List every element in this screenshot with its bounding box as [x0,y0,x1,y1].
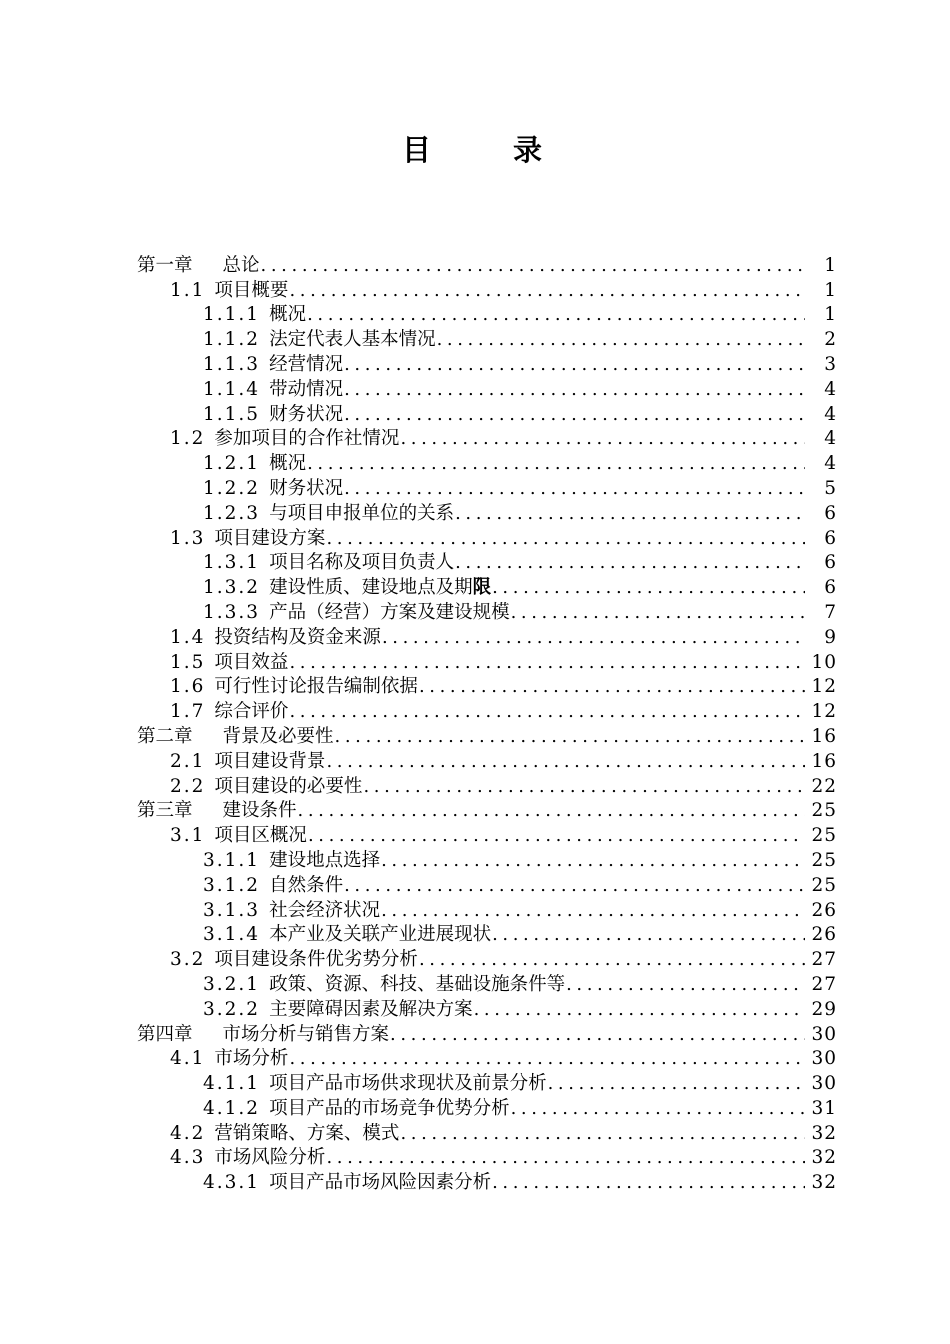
toc-entry-title: 可行性讨论报告编制依据 [214,676,418,698]
toc-dot-leader [335,725,805,749]
toc-entry-label [170,775,363,799]
toc-entry-number: 3.1.3 [203,899,261,921]
toc-entry-number: 4.3.1 [203,1172,261,1194]
toc-page-number: 25 [811,800,837,822]
toc-entry-label [203,477,344,501]
toc-section-entry[interactable] [0,1047,950,1072]
toc-entry-number: 3.2.1 [203,973,261,995]
toc-entry-title: 项目产品市场供求现状及前景分析 [269,1073,547,1095]
toc-page-number: 22 [811,775,837,797]
toc-section-entry[interactable] [0,898,950,923]
toc-page-number: 25 [811,874,837,896]
toc-dot-leader [261,254,805,278]
toc-section-entry[interactable] [0,774,950,799]
toc-page-number: 12 [811,701,837,723]
toc-entry-title: 参加项目的合作社情况 [214,428,400,450]
toc-page-number: 32 [811,1172,837,1194]
toc-page-number: 29 [811,998,837,1020]
toc-entry-title: 项目概要 [214,279,289,301]
toc-dot-leader [326,750,805,774]
toc-entry-label [170,700,289,724]
toc-entry-label [203,378,344,402]
toc-entry-label [203,998,474,1022]
toc-section-entry[interactable] [0,501,950,526]
toc-page-number: 30 [811,1048,837,1070]
toc-entry-number: 3.1.4 [203,924,261,946]
toc-section-entry[interactable] [0,625,950,650]
toc-page-number: 10 [811,651,837,673]
toc-dot-leader [437,328,805,352]
toc-dot-leader [326,527,805,551]
toc-entry-label [170,279,289,303]
toc-dot-leader [419,675,805,699]
toc-entry-number: 第三章 [137,800,193,822]
toc-dot-leader [390,1023,805,1047]
toc-entry-label [137,1023,390,1047]
toc-dot-leader [289,1047,805,1071]
toc-entry-number: 1.2.1 [203,453,261,475]
toc-entry-title: 社会经济状况 [269,899,381,921]
toc-entry-title: 产品（经营）方案及建设规模 [269,601,510,623]
toc-section-entry[interactable] [0,1121,950,1146]
toc-page-number: 16 [811,725,837,747]
toc-entry-label [170,1047,289,1071]
toc-dot-leader [344,353,805,377]
toc-entry-title: 市场分析与销售方案 [222,1023,390,1045]
toc-section-entry[interactable] [0,699,950,724]
toc-entry-label [203,452,307,476]
toc-dot-leader [289,700,805,724]
toc-entry-number: 1.1.2 [203,329,261,351]
toc-entry-number: 3.1 [170,825,206,847]
toc-chapter-entry[interactable] [0,1022,950,1047]
toc-page-number: 27 [811,973,837,995]
toc-entry-number: 4.1.1 [203,1073,261,1095]
toc-page-number: 6 [824,552,837,574]
toc-section-entry[interactable] [0,427,950,452]
toc-entry-label [203,328,437,352]
toc-entry-title: 主要障碍因素及解决方案 [269,998,473,1020]
toc-dot-leader [381,899,805,923]
toc-page-number: 26 [811,924,837,946]
toc-entry-number: 1.1.1 [203,304,261,326]
toc-section-entry[interactable] [0,402,950,427]
toc-entry-title-bold: 限 [472,577,492,599]
toc-entry-title: 综合评价 [214,701,289,723]
toc-dot-leader [289,651,805,675]
toc-entry-number: 1.1.4 [203,378,261,400]
toc-entry-number: 1.6 [170,676,206,698]
toc-section-entry[interactable] [0,526,950,551]
toc-entry-label [170,824,308,848]
toc-entry-title: 建设地点选择 [269,849,381,871]
toc-section-entry[interactable] [0,327,950,352]
toc-section-entry[interactable] [0,947,950,972]
toc-section-entry[interactable] [0,352,950,377]
toc-page-number: 26 [811,899,837,921]
toc-entry-label [203,849,381,873]
toc-dot-leader [381,849,805,873]
toc-entry-label [170,651,289,675]
toc-dot-leader [492,923,805,947]
toc-entry-title: 营销策略、方案、模式 [214,1122,400,1144]
toc-page-number: 1 [824,254,837,276]
toc-section-entry[interactable] [0,923,950,948]
toc-entry-title: 市场风险分析 [214,1147,326,1169]
table-of-contents [0,253,950,1195]
toc-page-number: 7 [824,601,837,623]
toc-chapter-entry[interactable] [0,724,950,749]
toc-dot-leader [326,1146,805,1170]
toc-page-number: 2 [824,329,837,351]
toc-entry-label [170,527,326,551]
toc-section-entry[interactable] [0,675,950,700]
toc-entry-title: 经营情况 [269,353,344,375]
toc-entry-number: 1.1.3 [203,353,261,375]
toc-section-entry[interactable] [0,1146,950,1171]
toc-dot-leader [455,551,805,575]
toc-entry-title: 市场分析 [214,1048,289,1070]
toc-entry-label [137,799,298,823]
toc-entry-title: 项目建设背景 [214,750,326,772]
toc-entry-title: 背景及必要性 [222,725,334,747]
toc-entry-title: 项目建设方案 [214,527,326,549]
toc-entry-label [170,626,382,650]
toc-entry-label [170,1122,400,1146]
toc-page-number: 4 [824,378,837,400]
toc-entry-label [203,403,344,427]
toc-entry-title: 项目效益 [214,651,289,673]
toc-entry-title: 建设性质、建设地点及期 [269,577,473,599]
toc-section-entry[interactable] [0,848,950,873]
toc-entry-number: 4.1 [170,1048,206,1070]
toc-entry-number: 1.3.3 [203,601,261,623]
toc-entry-label [203,502,455,526]
toc-dot-leader [344,403,805,427]
toc-page-number: 32 [811,1122,837,1144]
toc-section-entry[interactable] [0,303,950,328]
toc-entry-title: 项目区概况 [214,825,307,847]
toc-entry-number: 1.3.1 [203,552,261,574]
toc-section-entry[interactable] [0,551,950,576]
toc-entry-label [203,923,492,947]
toc-entry-number: 1.2.3 [203,502,261,524]
toc-entry-title: 政策、资源、科技、基础设施条件等 [269,973,566,995]
toc-page-number: 6 [824,502,837,524]
toc-entry-label [170,427,400,451]
toc-page-number: 30 [811,1073,837,1095]
toc-page-number: 25 [811,849,837,871]
toc-entry-title: 项目产品的市场竞争优势分析 [269,1097,510,1119]
toc-dot-leader [382,626,805,650]
toc-entry-title: 投资结构及资金来源 [214,626,381,648]
toc-entry-number: 1.4 [170,626,206,648]
toc-entry-number: 3.2.2 [203,998,261,1020]
toc-entry-title: 财务状况 [269,403,344,425]
toc-entry-number: 1.3.2 [203,577,261,599]
toc-dot-leader [344,477,805,501]
toc-dot-leader [548,1072,805,1096]
toc-entry-number: 1.1.5 [203,403,261,425]
toc-dot-leader [308,824,805,848]
toc-page-number: 1 [824,279,837,301]
toc-dot-leader [400,427,805,451]
toc-entry-label [203,874,344,898]
toc-entry-number: 第四章 [137,1023,193,1045]
toc-entry-title: 项目产品市场风险因素分析 [269,1172,492,1194]
toc-page-number: 4 [824,453,837,475]
toc-page-number: 30 [811,1023,837,1045]
toc-section-entry[interactable] [0,972,950,997]
toc-page-number: 27 [811,949,837,971]
toc-entry-label [137,725,335,749]
toc-section-entry[interactable] [0,377,950,402]
toc-entry-label [170,1146,326,1170]
toc-page-number: 1 [824,304,837,326]
toc-entry-number: 1.1 [170,279,206,301]
toc-entry-label [170,750,326,774]
toc-page-number: 6 [824,527,837,549]
toc-entry-number: 1.2 [170,428,206,450]
toc-dot-leader [298,799,805,823]
toc-dot-leader [363,775,805,799]
toc-entry-number: 3.2 [170,949,206,971]
toc-section-entry[interactable] [0,1170,950,1195]
toc-section-entry[interactable] [0,823,950,848]
toc-page-number: 12 [811,676,837,698]
toc-entry-title: 法定代表人基本情况 [269,329,436,351]
toc-section-entry[interactable] [0,749,950,774]
toc-page-number: 5 [824,477,837,499]
toc-dot-leader [511,1097,805,1121]
toc-entry-label [203,1097,511,1121]
toc-section-entry[interactable] [0,451,950,476]
toc-entry-label [203,1072,548,1096]
toc-entry-title: 概况 [269,304,307,326]
toc-entry-number: 第一章 [137,254,193,276]
toc-entry-number: 4.3 [170,1147,206,1169]
toc-page-number: 31 [811,1097,837,1119]
toc-section-entry[interactable] [0,1096,950,1121]
toc-entry-number: 3.1.2 [203,874,261,896]
toc-entry-number: 第二章 [137,725,193,747]
toc-page-number: 9 [824,626,837,648]
toc-entry-number: 3.1.1 [203,849,261,871]
toc-section-entry[interactable] [0,476,950,501]
toc-section-entry[interactable] [0,600,950,625]
toc-dot-leader [307,452,805,476]
toc-entry-label [203,899,381,923]
toc-section-entry[interactable] [0,997,950,1022]
toc-entry-number: 1.7 [170,701,206,723]
toc-entry-title: 概况 [269,453,307,475]
toc-entry-label [203,576,492,600]
toc-entry-label [170,948,419,972]
toc-entry-number: 1.3 [170,527,206,549]
toc-entry-title: 本产业及关联产业进展现状 [269,924,492,946]
toc-entry-label [203,1171,492,1195]
toc-entry-title: 总论 [222,254,260,276]
toc-page-number: 3 [824,353,837,375]
toc-section-entry[interactable] [0,575,950,600]
toc-entry-number: 4.1.2 [203,1097,261,1119]
toc-entry-title: 与项目申报单位的关系 [269,502,455,524]
toc-entry-label [203,353,344,377]
toc-section-entry[interactable] [0,278,950,303]
toc-entry-number: 2.2 [170,775,206,797]
toc-dot-leader [492,1171,805,1195]
toc-dot-leader [511,601,805,625]
toc-dot-leader [492,576,805,600]
toc-entry-title: 财务状况 [269,477,344,499]
toc-chapter-entry[interactable] [0,799,950,824]
toc-page-number: 4 [824,428,837,450]
toc-entry-title: 项目名称及项目负责人 [269,552,455,574]
toc-page-number: 32 [811,1147,837,1169]
toc-dot-leader [419,948,805,972]
toc-entry-title: 建设条件 [222,800,297,822]
toc-entry-label [203,601,511,625]
toc-entry-label [203,303,307,327]
toc-entry-title: 带动情况 [269,378,344,400]
toc-dot-leader [455,502,805,526]
toc-entry-label [203,551,455,575]
toc-entry-number: 1.5 [170,651,206,673]
toc-entry-label [203,973,566,997]
toc-chapter-entry[interactable] [0,253,950,278]
toc-section-entry[interactable] [0,650,950,675]
toc-dot-leader [566,973,805,997]
toc-page-number: 6 [824,577,837,599]
toc-entry-number: 4.2 [170,1122,206,1144]
toc-page-number: 16 [811,750,837,772]
toc-page-number: 25 [811,825,837,847]
toc-entry-title: 自然条件 [269,874,344,896]
toc-entry-title: 项目建设的必要性 [214,775,363,797]
toc-section-entry[interactable] [0,1071,950,1096]
toc-section-entry[interactable] [0,873,950,898]
toc-dot-leader [344,874,805,898]
toc-entry-label [137,254,261,278]
toc-dot-leader [344,378,805,402]
toc-dot-leader [474,998,805,1022]
toc-page-number: 4 [824,403,837,425]
page-title: 目 录 [401,133,579,167]
toc-entry-number: 2.1 [170,750,206,772]
toc-entry-number: 1.2.2 [203,477,261,499]
toc-dot-leader [400,1122,805,1146]
toc-dot-leader [289,279,805,303]
toc-entry-title: 项目建设条件优劣势分析 [214,949,418,971]
toc-entry-label [170,675,419,699]
toc-dot-leader [307,303,805,327]
